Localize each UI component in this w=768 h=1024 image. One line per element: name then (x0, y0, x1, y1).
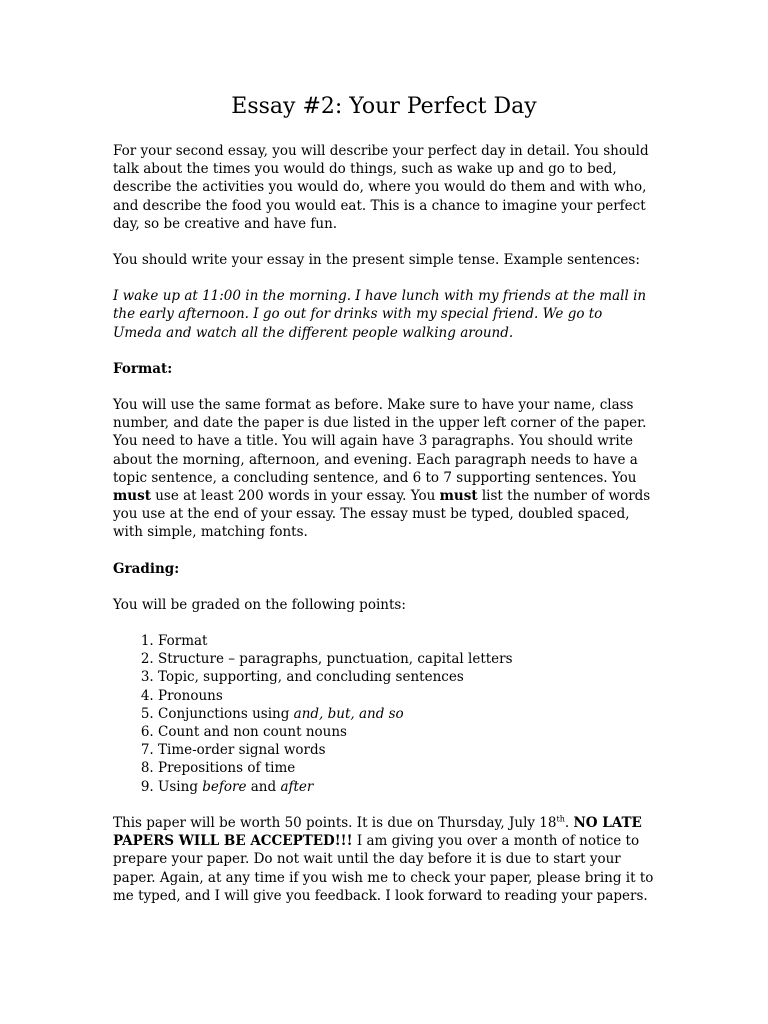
format-text-part2: use at least 200 words in your essay. You (150, 488, 440, 505)
grading-intro-paragraph: You will be graded on the following points: (113, 596, 406, 613)
after-word: after (280, 778, 314, 795)
intro-paragraph: For your second essay, you will describe your perfect day in detail. You should talk about the times you would do things, such as wake up and go to bed, describe the activities you would do, where you would do them and with who, and describe the food you would eat. This is a chance to imagine your perfect day, so be creative and have fun. (113, 143, 649, 232)
grading-point-conjunctions (158, 705, 655, 723)
tense-instruction-paragraph: You should write your essay in the present simple tense. Example sentences: (113, 252, 640, 269)
document-title: Essay #2: Your Perfect Day (231, 94, 537, 119)
format-text-part3: list the number of words you use at the end of your essay. The essay must be typed, doubled spaced, with simple, matching fonts. (113, 488, 651, 541)
grading-point-before-after (158, 778, 655, 796)
grading-point-pronouns: 4. Pronouns (158, 687, 655, 705)
document-body (113, 92, 655, 923)
grading-points-list (113, 632, 655, 796)
example-sentences-paragraph: I wake up at 11:00 in the morning. I have lunch with my friends at the mall in the early afternoon. I go out for drinks with my special friend. We go to Umeda and watch all the different people walking around. (113, 288, 647, 341)
format-must-emphasis-2: must (439, 488, 478, 505)
before-after-connector: and (246, 778, 281, 795)
before-word: before (202, 778, 247, 795)
grading-point-nouns: 6. Count and non count nouns (158, 723, 655, 741)
grading-point-structure: 2. Structure – paragraphs, punctuation, capital letters (158, 650, 655, 668)
conjunctions-prefix: Conjunctions using (158, 705, 294, 722)
closing-paragraph (113, 814, 655, 905)
grading-point-sentences: 3. Topic, supporting, and concluding sentences (158, 668, 655, 686)
late-papers-warning: NO LATE PAPERS WILL BE ACCEPTED!!! (113, 814, 642, 850)
closing-text-part1: This paper will be worth 50 points. It is due on Thursday, July 18 (113, 814, 557, 831)
closing-text-part2: . (564, 814, 574, 831)
grading-heading: Grading: (113, 560, 180, 577)
grading-point-format: 1. Format (158, 632, 655, 650)
format-text-part1: You will use the same format as before. Make sure to have your name, class number, and date the paper is due listed in the upper left corner of the paper. You need to have a title. You will again have 3 paragraphs. You should write about the morning, afternoon, and evening. Each paragraph needs to have a topic sentence, a concluding sentence, and 6 to 7 supporting sentences. You (113, 397, 647, 486)
grading-point-prepositions: 8. Prepositions of time (158, 759, 655, 777)
grading-point-signal-words: 7. Time-order signal words (158, 741, 655, 759)
conjunctions-examples: and, but, and so (293, 705, 404, 722)
format-heading: Format: (113, 360, 173, 377)
format-paragraph (113, 396, 655, 542)
closing-text-part3: I am giving you over a month of notice to prepare your paper. Do not wait until the day before it is due to start your paper. Again, at any time if you wish me to check your paper, please bring it to me typed, and I will give you feedback. I look forward to reading your papers. (113, 833, 654, 904)
before-after-prefix: Using (158, 778, 203, 795)
date-ordinal-suffix: th (556, 814, 565, 824)
format-must-emphasis-1: must (113, 488, 151, 505)
